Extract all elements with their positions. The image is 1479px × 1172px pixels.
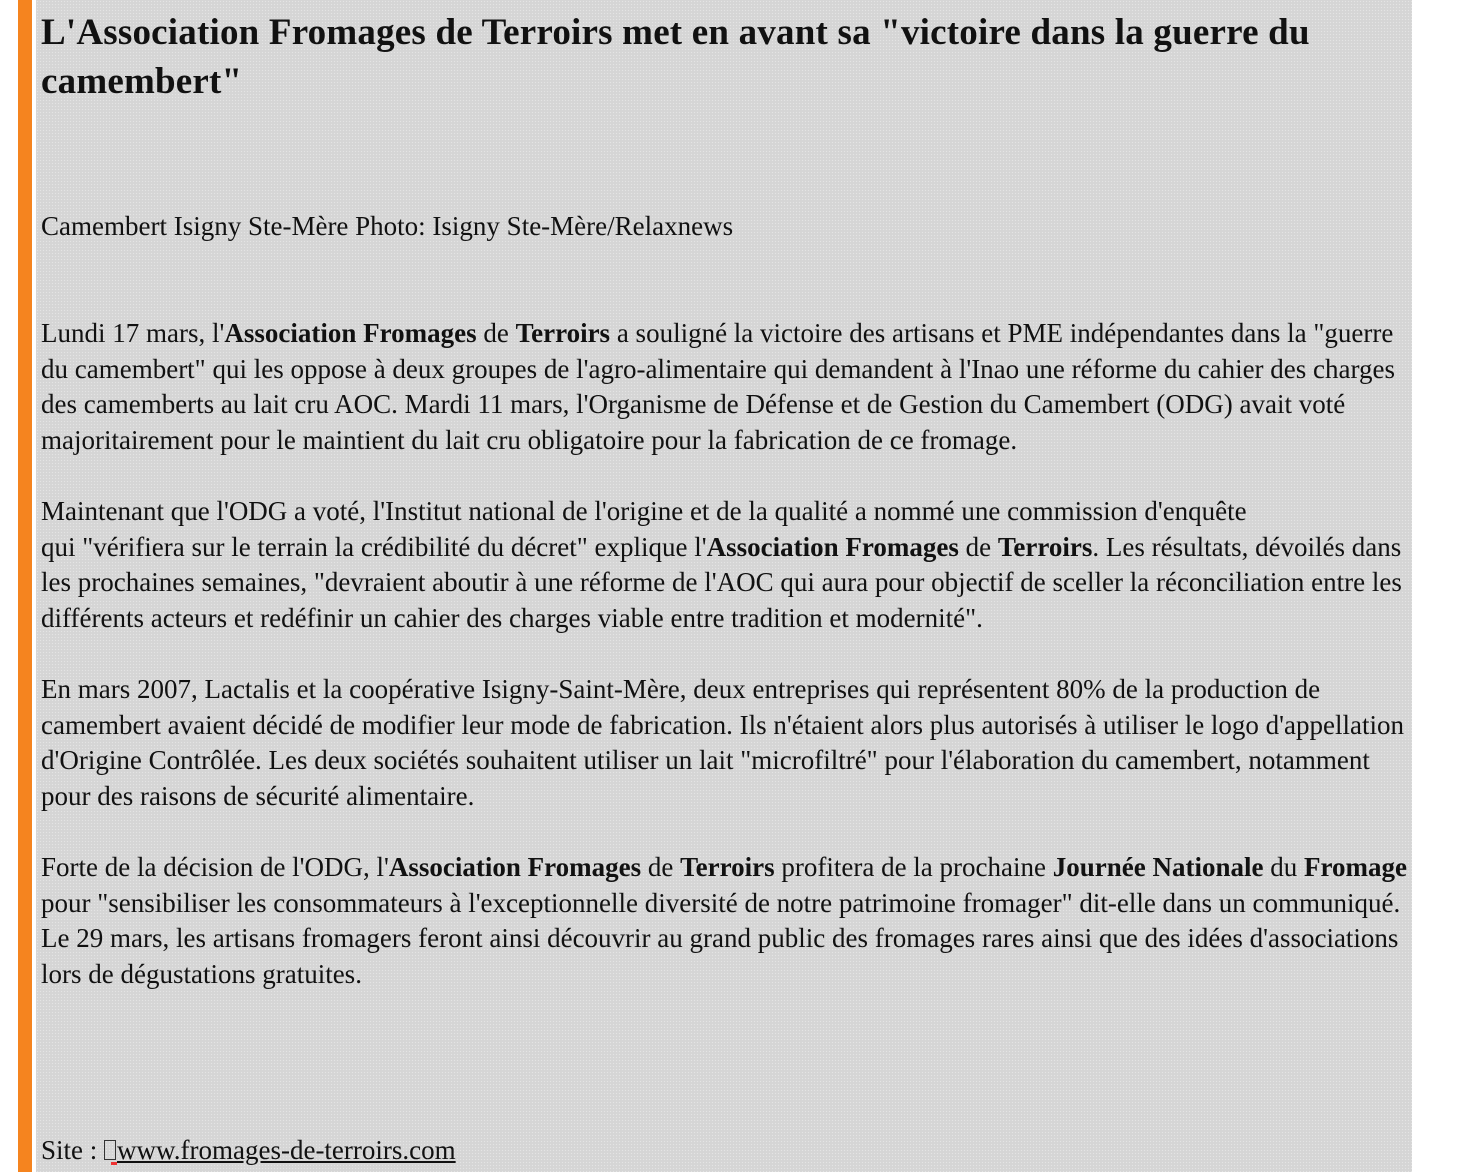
p1-bold-2: Terroirs — [515, 318, 611, 348]
site-line — [41, 1132, 456, 1168]
broken-image-icon — [104, 1140, 116, 1160]
p1-bold-1: Association Fromages — [224, 318, 477, 348]
p2-text-3: . Les résultats, dévoilés dans les prochaines semaines, "devraient aboutir à une réforme de l'AOC qui aura pour objectif de sceller la réconciliation entre les différents acteurs et redéfinir un cahier des charges viable entre tradition et modernité". — [41, 531, 1402, 633]
article — [36, 0, 1412, 1172]
p4-text-3: profitera de la prochaine — [774, 851, 1053, 882]
p1-text-2: de — [476, 318, 516, 348]
paragraph-4 — [41, 850, 1413, 992]
p4-bold-1: Association Fromages — [388, 851, 642, 882]
paragraph-2 — [41, 494, 1413, 636]
p1-text-1: Lundi 17 mars, l' — [41, 318, 225, 348]
p1-text-3: a souligné la victoire des artisans et PME indépendantes dans la "guerre du camembert" qui les oppose à deux groupes de l'agro-alimentaire qui demandent à l'Inao une réforme du cahier des charges des camemberts au lait cru AOC. Mardi 11 mars, l'Organisme de Défense et de Gestion du Camembert (ODG) avait voté majoritairement pour le maintient du lait cru obligatoire pour la fabrication de ce fromage. — [41, 318, 1395, 455]
p4-text-1: Forte de la décision de l'ODG, l' — [41, 851, 389, 882]
p4-bold-2: Terroirs — [680, 851, 775, 882]
paragraph-3: En mars 2007, Lactalis et la coopérative Isigny-Saint-Mère, deux entreprises qui représentent 80% de la production de camembert avaient décidé de modifier leur mode de fabrication. Ils n'étaient alors plus autorisés à utiliser le logo d'appellation d'Origine Contrôlée. Les deux sociétés souhaitent utiliser un lait "microfiltré" pour l'élaboration du camembert, notamment pour des raisons de sécurité alimentaire. — [41, 673, 1404, 811]
p4-bold-3: Journée Nationale — [1052, 851, 1264, 882]
p2-bold-2: Terroirs — [997, 531, 1093, 562]
article-body — [41, 316, 1413, 992]
article-headline: L'Association Fromages de Terroirs met en avant sa "victoire dans la guerre du camembert" — [41, 12, 1310, 102]
p4-text-5: pour "sensibiliser les consommateurs à l'exceptionnelle diversité de notre patrimoine fromager" dit-elle dans un communiqué. Le 29 mars, les artisans fromagers feront ainsi découvrir au grand public des fromages rares ainsi que des idées d'associations lors de dégustations gratuites. — [41, 887, 1401, 989]
p4-text-4: du — [1263, 851, 1304, 882]
p2-text-1: qui "vérifiera sur le terrain la crédibilité du décret" explique l' — [41, 531, 707, 562]
p4-bold-4: Fromage — [1303, 851, 1407, 882]
p2-line-1: Maintenant que l'ODG a voté, l'Institut national de l'origine et de la qualité a nommé une commission d'enquête — [41, 495, 1247, 526]
site-link[interactable]: www.fromages-de-terroirs.com — [117, 1135, 456, 1165]
accent-bar — [18, 0, 32, 1172]
site-label: Site : — [41, 1135, 105, 1165]
p2-text-2: de — [958, 531, 998, 562]
p2-bold-1: Association Fromages — [706, 531, 959, 562]
p4-text-2: de — [641, 851, 681, 882]
paragraph-1 — [41, 316, 1413, 458]
photo-caption: Camembert Isigny Ste-Mère Photo: Isigny Ste-Mère/Relaxnews — [41, 211, 734, 241]
